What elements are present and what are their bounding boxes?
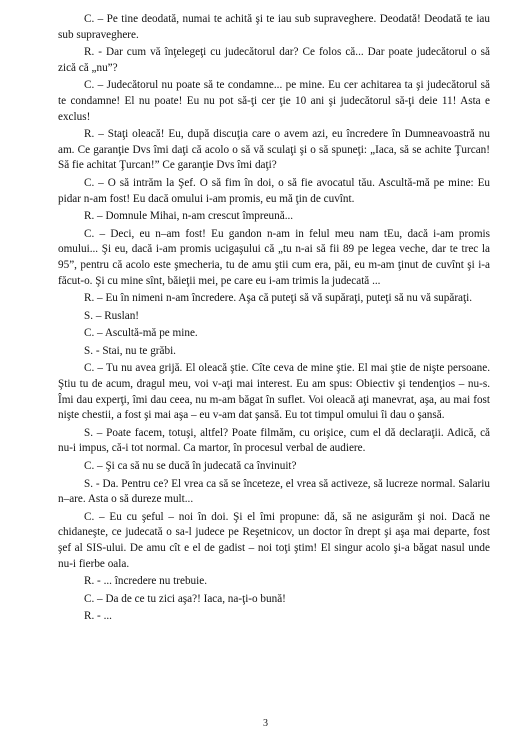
transcript-paragraph: C. – Şi ca să nu se ducă în judecată ca învinuit? [84, 460, 297, 473]
transcript-paragraph: R. – Domnule Mihai, n-am crescut împreună... [84, 210, 294, 223]
transcript-paragraph: C. – Eu cu şeful – noi în doi. Şi el îmi propune: dă, să ne asigurăm şi noi. Dacă ne chidaneşte, ce judecată o sa-l judece pe Reşetnicov, un doctor în drept şi aşa mai departe, fost şef al SIS-ului. De amu cît e el de gadist – noi toţi ştim! El singur acolo şi-a băgat nasul unde nu-i fierbe oala. [58, 510, 490, 570]
transcript-paragraph: C. – Deci, eu n–am fost! Eu gandon n-am in felul meu nam tEu, dacă i-am promis omului... Şi eu, dacă i-am promis ucigaşului că „tu n-ai să fii 89 pe legea veche, dar te trec la 95”, pentru că acolo este şmecheria, tu de amu ştii cum era, păi, eu m-am ţinut de cuvînt şi i-a făcut-o. Şi cu mine sînt, băieţii mei, pe care eu i-am trimis la judecată ... [58, 227, 490, 287]
transcript-paragraph: C. – Pe tine deodată, numai te achită şi te iau sub supraveghere. Deodată! Deodată te iau sub supraveghere. [58, 13, 490, 41]
transcript-paragraph: S. - Da. Pentru ce? El vrea ca să se înceteze, el vrea să activeze, să lucreze normal. Salariu n–are. Asta o să dureze mult... [58, 477, 490, 506]
transcript-paragraph: R. – Eu în nimeni n-am încredere. Aşa că puteţi să vă supăraţi, puteţi să nu vă supăraţi. [84, 292, 473, 305]
transcript-paragraph: C. – Judecătorul nu poate să te condamne... pe mine. Eu cer achitarea ta şi judecătorul să te condamne! El nu poate! Eu nu pot să-ţi cer ţie 10 ani şi judecătorul să-ţi deie 11! Asta e exclus! [58, 79, 490, 123]
transcript-paragraph: S. – Poate facem, totuşi, altfel? Poate filmăm, cu orişice, cum el dă declaraţii. Adică, că nu-i impus, că-i tot normal. Ca martor, în procesul verbal de audiere. [58, 426, 490, 455]
transcript-paragraph: R. - ... [84, 610, 112, 623]
transcript-paragraph: R. - ... încredere nu trebuie. [84, 575, 208, 588]
transcript-body [58, 12, 490, 627]
transcript-paragraph: R. – Staţi oleacă! Eu, după discuţia care o avem azi, eu încredere în Dumneavoastră nu am. Ce garanţie Dvs îmi daţi că acolo o să vă sculaţi şi o să spuneţi: „Iaca, să se achite Ţurcan! Să fie achitat Ţurcan!” Ce garanţie Dvs îmi daţi? [58, 128, 490, 172]
transcript-paragraph: C. – Ascultă-mă pe mine. [84, 327, 198, 340]
transcript-paragraph: C. – O să intrăm la Şef. O să fim în doi, o să fie avocatul tău. Ascultă-mă pe mine: Eu pidar n-am fost! Eu dacă omului i-am promis, eu mă ţin de cuvînt. [58, 176, 490, 205]
transcript-paragraph: C. – Tu nu avea grijă. El oleacă ştie. Cîte ceva de mine ştie. El mai ştie de nişte persoane. Ştiu tu de acum, dragul meu, voi v-aţi mai interest. Eu am spus: Obiectiv şi tendenţios – nu-s. Îmi dau experţi, îmi dau ceea, nu m-am băgat în suflet. Voi oleacă aţi manevrat, aşa, au mai fost nişte chestii, a fost şi mai aşa – eu v-am dat şansă. Eu tot timpul omului îi dau o şansă. [58, 362, 490, 422]
transcript-paragraph: S. – Ruslan! [84, 309, 140, 322]
page-number: 3 [263, 718, 268, 729]
transcript-paragraph: R. - Dar cum vă înţelegeţi cu judecătorul dar? Ce folos că... Dar poate judecătorul o să zică că „nu”? [58, 46, 490, 74]
transcript-paragraph: C. – Da de ce tu zici aşa?! Iaca, na-ţi-o bună! [84, 592, 286, 605]
transcript-paragraph: S. - Stai, nu te grăbi. [84, 344, 176, 357]
